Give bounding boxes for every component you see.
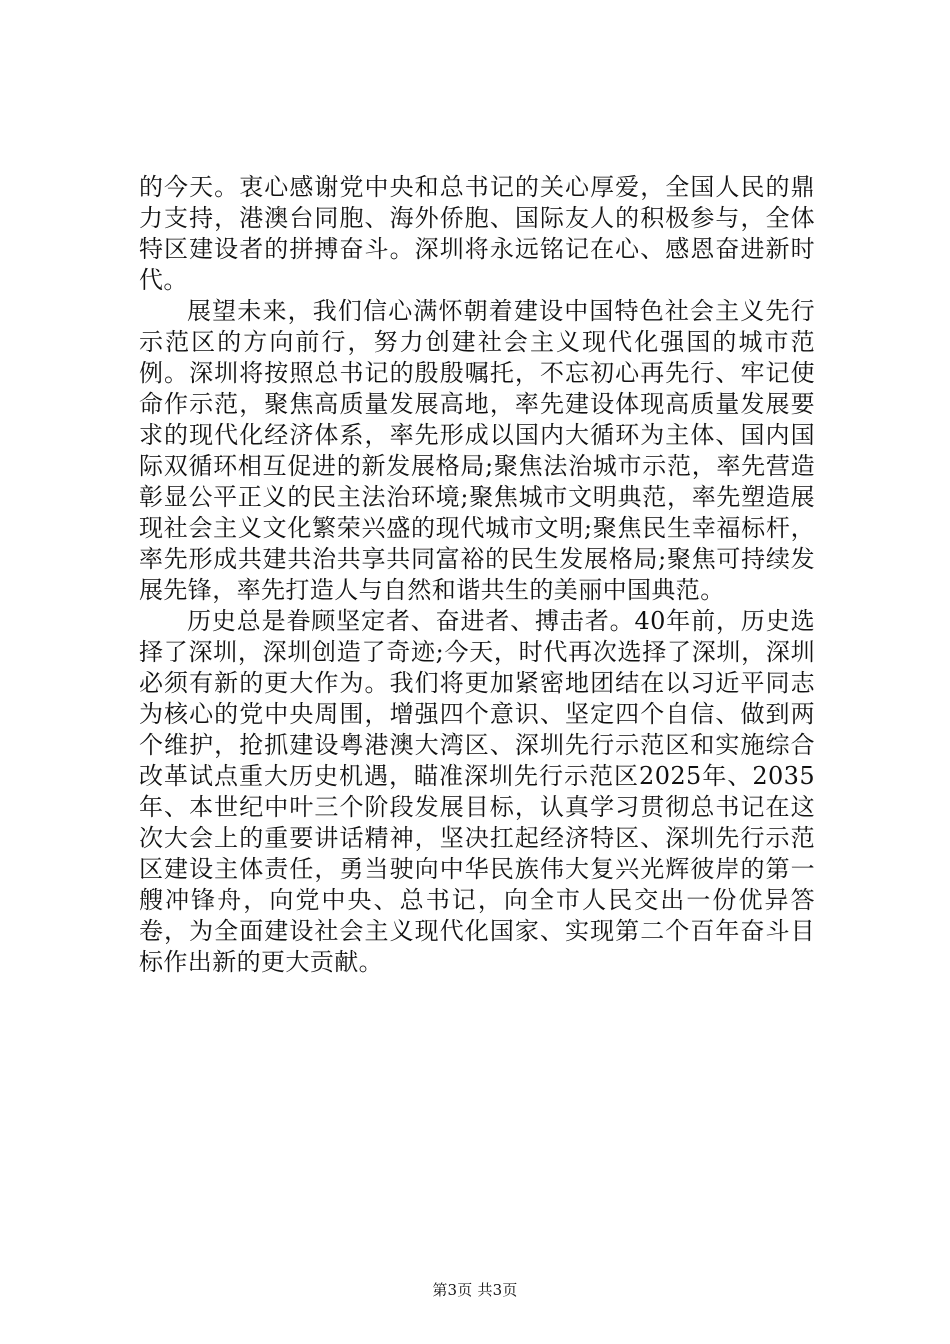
page-footer: 第3页 共3页: [432, 1281, 518, 1299]
paragraph-outlook: 展望未来，我们信心满怀朝着建设中国特色社会主义先行示范区的方向前行，努力创建社会主义现代化强国的城市范例。深圳将按照总书记的殷殷嘱托，不忘初心再先行、牢记使命作示范，聚焦高质量发展高地，率先建设体现高质量发展要求的现代化经济体系，率先形成以国内大循环为主体、国内国际双循环相互促进的新发展格局;聚焦法治城市示范，率先营造彰显公平正义的民主法治环境;聚焦城市文明典范，率先塑造展现社会主义文化繁荣兴盛的现代城市文明;聚焦民生幸福标杆，率先形成共建共治共享共同富裕的民生发展格局;聚焦可持续发展先锋，率先打造人与自然和谐共生的美丽中国典范。: [139, 297, 815, 604]
paragraph-continuation: 的今天。衷心感谢党中央和总书记的关心厚爱，全国人民的鼎力支持，港澳台同胞、海外侨胞、国际友人的积极参与，全体特区建设者的拼搏奋斗。深圳将永远铭记在心、感恩奋进新时代。: [139, 173, 815, 294]
body-text: [139, 172, 815, 978]
paragraph-history: 历史总是眷顾坚定者、奋进者、搏击者。40年前，历史选择了深圳，深圳创造了奇迹;今天，时代再次选择了深圳，深圳必须有新的更大作为。我们将更加紧密地团结在以习近平同志为核心的党中央周围，增强四个意识、坚定四个自信、做到两个维护，抢抓建设粤港澳大湾区、深圳先行示范区和实施综合改革试点重大历史机遇，瞄准深圳先行示范区2025年、2035年、本世纪中叶三个阶段发展目标，认真学习贯彻总书记在这次大会上的重要讲话精神，坚决扛起经济特区、深圳先行示范区建设主体责任，勇当驶向中华民族伟大复兴光辉彼岸的第一艘冲锋舟，向党中央、总书记，向全市人民交出一份优异答卷，为全面建设社会主义现代化国家、实现第二个百年奋斗目标作出新的更大贡献。: [139, 607, 815, 976]
